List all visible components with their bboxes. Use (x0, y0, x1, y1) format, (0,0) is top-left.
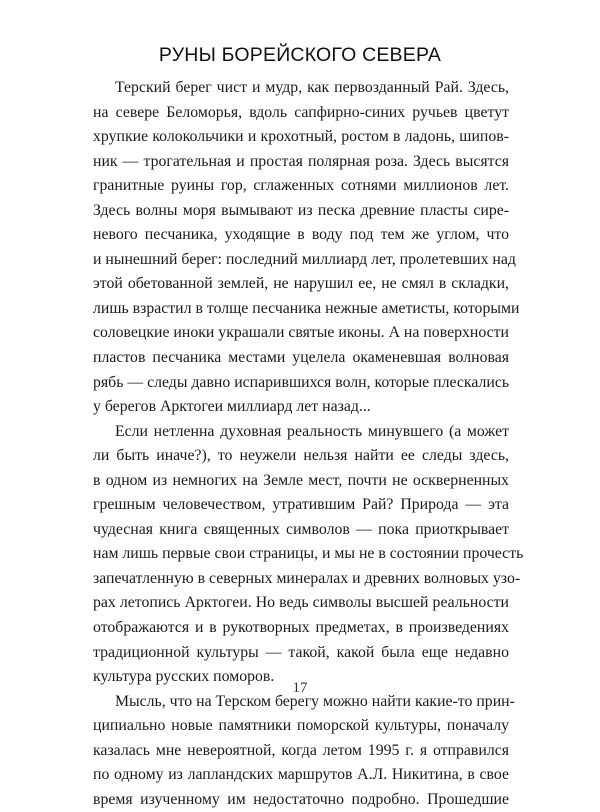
text-line: Мысль, что на Терском берегу можно найти какие-то прин- (115, 692, 515, 710)
text-line: соловецкие иноки украшали святые иконы. А на поверхности (93, 324, 509, 342)
text-line: грешным человечеством, утратившим Рай? Природа — эта (93, 496, 509, 514)
page-title: РУНЫ БОРЕЙСКОГО СЕВЕРА (158, 44, 442, 66)
text-line: лишь взрастил в толще песчаника нежные аметисты, которыми (93, 299, 520, 317)
paragraph-1 (93, 76, 520, 420)
text-line: рах летопись Арктогеи. Но ведь символы высшей реальности (93, 594, 509, 612)
text-line: культура русских поморов. (93, 668, 275, 686)
text-line: Терский берег чист и мудр, как первозданный Рай. Здесь, (115, 79, 509, 96)
text-line: хрупкие колокольчики и крохотный, ростом в ладонь, шипов- (93, 128, 509, 146)
text-line: на севере Беломорья, вдоль сапфирно-синих ручьев цветут (93, 103, 509, 121)
paragraph-3 (93, 690, 515, 812)
text-line: пластов песчаника местами уцелела окаменевшая волновая (93, 349, 509, 367)
text-line: нам лишь первые свои страницы, и мы не в состоянии прочесть (93, 545, 524, 563)
text-line: Если нетленна духовная реальность минувшего (а может (115, 422, 509, 440)
text-line: гранитные руины гор, сглаженных сотнями миллионов лет. (93, 177, 509, 195)
text-line: традиционной культуры — такой, какой была еще недавно (93, 643, 509, 661)
text-line: казалась мне невероятной, когда летом 1995 г. я отправился (93, 741, 509, 759)
text-line: по одному из лапландских маршрутов А.Л. Никитина, в свое (93, 766, 509, 784)
paragraph-2 (93, 420, 524, 690)
text-line: рябь — следы давно испарившихся волн, которые плескались (93, 373, 510, 391)
text-line: Здесь волны моря вымывают из песка древние пласты сире- (93, 201, 509, 219)
text-line: отображаются и в рукотворных предметах, в произведениях (93, 619, 509, 637)
body-text (93, 76, 524, 812)
text-line: и нынешний берег: последний миллиард лет, пролетевших над (93, 250, 516, 268)
text-line: время изученному им недостаточно подробно. Прошедшие (93, 790, 509, 808)
text-line: ципиально новые памятники поморской культуры, поначалу (93, 717, 509, 735)
text-line: запечатленную в северных минералах и древних волновых узо- (93, 569, 521, 587)
page-number: 17 (292, 680, 308, 696)
text-line: в одном из немногих на Земле мест, почти не оскверненных (93, 471, 509, 489)
text-line: ник — трогательная и простая полярная роза. Здесь высятся (93, 152, 509, 170)
text-line: чудесная книга священных символов — пока приоткрывает (93, 520, 509, 538)
text-line: невого песчаника, уходящие в воду под тем же углом, что (93, 226, 509, 244)
text-line: этой обетованной землей, не нарушил ее, не смял в складки, (93, 275, 509, 293)
text-line: у берегов Арктогеи миллиард лет назад... (93, 398, 371, 416)
text-line: ли быть иначе?), то неужели нельзя найти ее следы здесь, (93, 447, 509, 465)
